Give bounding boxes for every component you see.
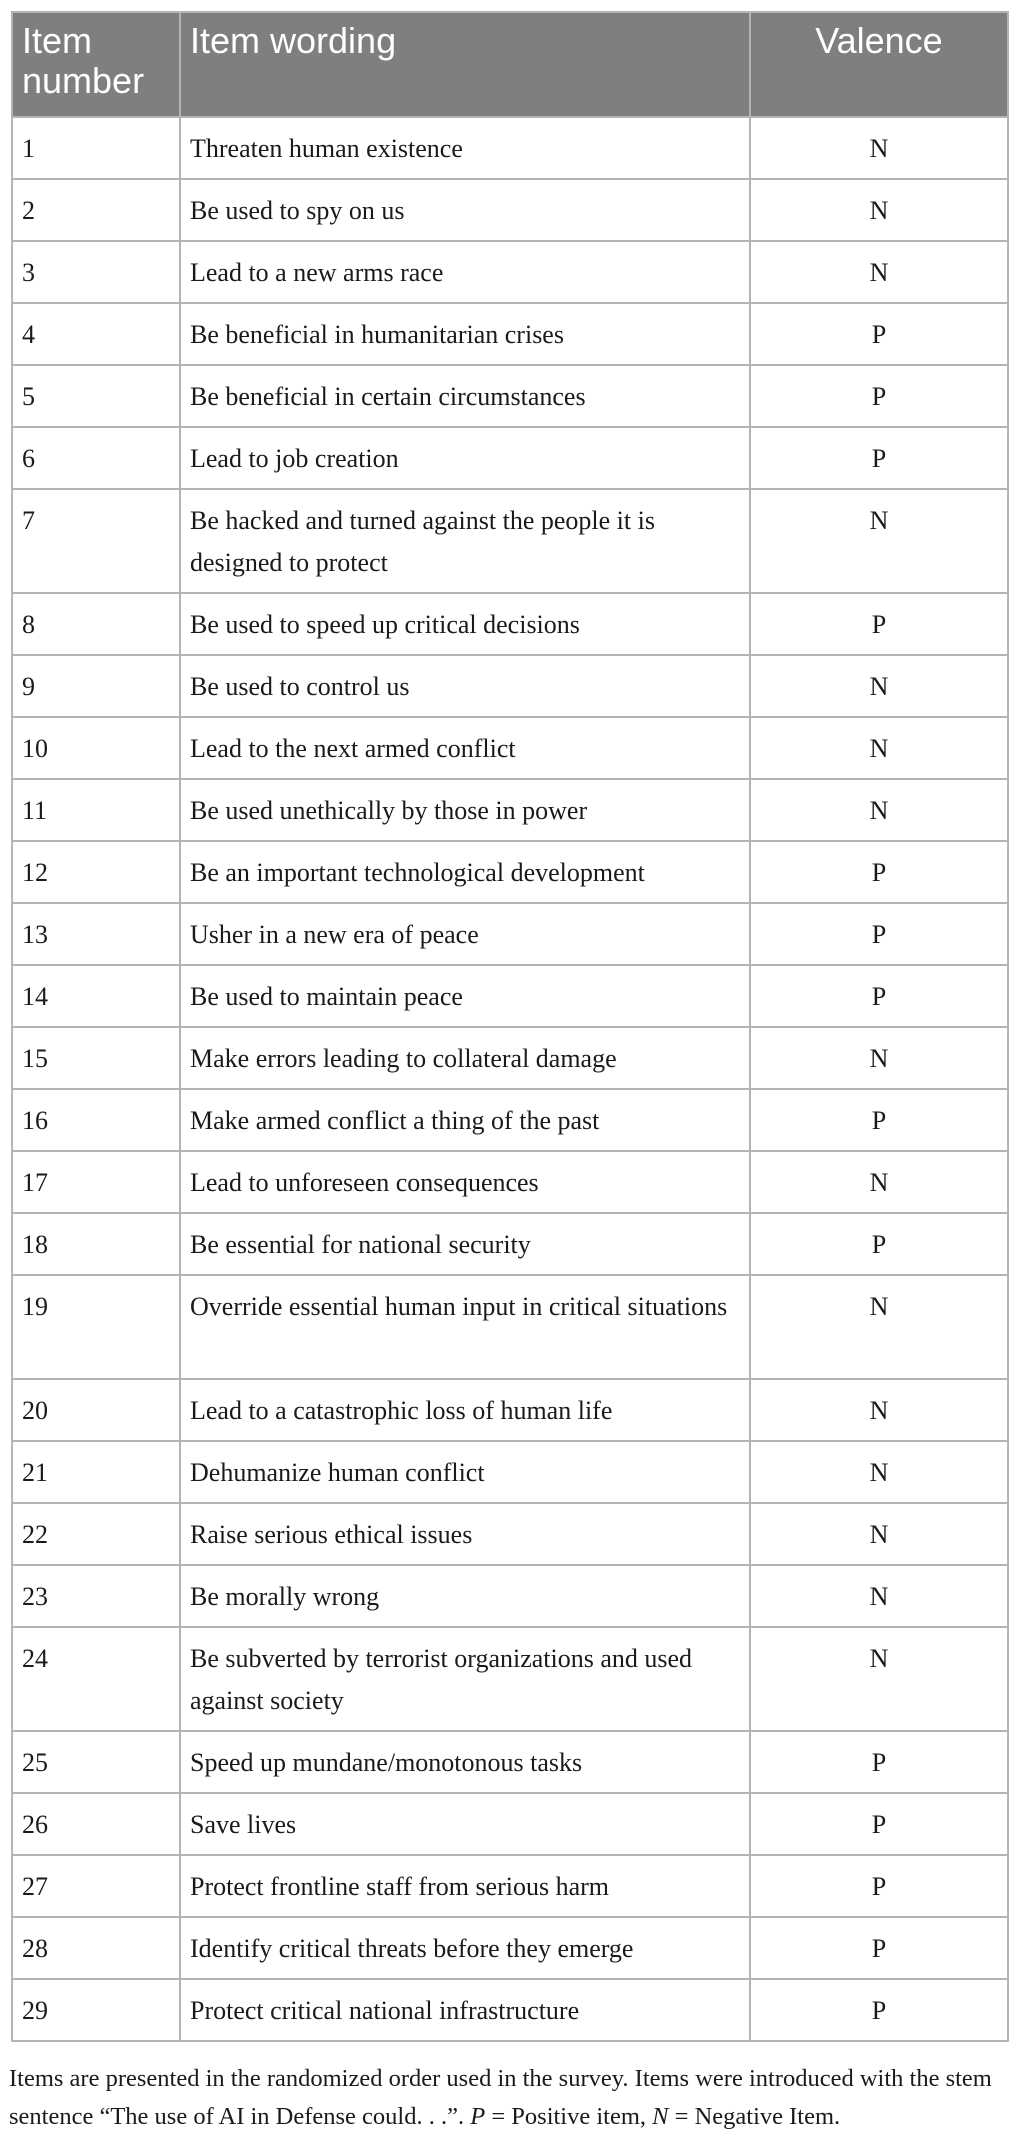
item-wording-cell: Dehumanize human conflict (180, 1441, 750, 1503)
valence-cell: P (750, 1731, 1008, 1793)
footnote-p-symbol: P (470, 2103, 486, 2130)
valence-cell: N (750, 489, 1008, 593)
item-wording-cell: Lead to the next armed conflict (180, 717, 750, 779)
valence-cell: N (750, 1627, 1008, 1731)
item-number-cell: 4 (12, 303, 180, 365)
item-number-cell: 9 (12, 655, 180, 717)
item-number-cell: 21 (12, 1441, 180, 1503)
item-number-cell: 8 (12, 593, 180, 655)
table-row (12, 1627, 1008, 1731)
item-number-cell: 3 (12, 241, 180, 303)
table-row (12, 1503, 1008, 1565)
valence-cell: P (750, 1855, 1008, 1917)
table-row (12, 1379, 1008, 1441)
item-wording-cell: Usher in a new era of peace (180, 903, 750, 965)
table-footnote (9, 2060, 1009, 2136)
valence-cell: N (750, 1441, 1008, 1503)
valence-cell: P (750, 841, 1008, 903)
valence-cell: N (750, 1027, 1008, 1089)
table-row (12, 779, 1008, 841)
valence-cell: P (750, 365, 1008, 427)
item-wording-cell: Make errors leading to collateral damage (180, 1027, 750, 1089)
table-row (12, 965, 1008, 1027)
item-wording-cell: Lead to unforeseen consequences (180, 1151, 750, 1213)
item-wording-cell: Be beneficial in certain circumstances (180, 365, 750, 427)
table-row (12, 179, 1008, 241)
table-row (12, 117, 1008, 179)
item-number-cell: 27 (12, 1855, 180, 1917)
header-item-number (12, 12, 180, 117)
item-number-cell: 19 (12, 1275, 180, 1379)
item-wording-cell: Speed up mundane/monotonous tasks (180, 1731, 750, 1793)
valence-cell: P (750, 1089, 1008, 1151)
valence-cell: N (750, 1151, 1008, 1213)
item-number-cell: 16 (12, 1089, 180, 1151)
valence-cell: N (750, 241, 1008, 303)
item-number-cell: 20 (12, 1379, 180, 1441)
item-number-cell: 14 (12, 965, 180, 1027)
item-number-cell: 2 (12, 179, 180, 241)
item-wording-cell: Lead to a new arms race (180, 241, 750, 303)
item-wording-cell: Be used unethically by those in power (180, 779, 750, 841)
item-wording-cell: Lead to job creation (180, 427, 750, 489)
item-wording-cell: Be used to speed up critical decisions (180, 593, 750, 655)
valence-cell: N (750, 1379, 1008, 1441)
table-row (12, 365, 1008, 427)
table-row (12, 489, 1008, 593)
item-number-cell: 7 (12, 489, 180, 593)
valence-cell: P (750, 1917, 1008, 1979)
item-number-cell: 24 (12, 1627, 180, 1731)
valence-cell: P (750, 593, 1008, 655)
item-wording-cell: Be beneficial in humanitarian crises (180, 303, 750, 365)
valence-cell: N (750, 179, 1008, 241)
valence-cell: P (750, 1979, 1008, 2041)
item-wording-cell: Override essential human input in critical situations (180, 1275, 750, 1379)
item-number-cell: 25 (12, 1731, 180, 1793)
valence-cell: P (750, 303, 1008, 365)
table-row (12, 1917, 1008, 1979)
header-item-number-line2: number (22, 60, 145, 101)
item-number-cell: 29 (12, 1979, 180, 2041)
valence-cell: P (750, 427, 1008, 489)
item-number-cell: 11 (12, 779, 180, 841)
footnote-text-2: = Positive item, (485, 2103, 653, 2130)
table-row (12, 1441, 1008, 1503)
table-row (12, 303, 1008, 365)
table-header (12, 12, 1008, 117)
item-number-cell: 12 (12, 841, 180, 903)
header-item-number-line1: Item (22, 20, 93, 61)
item-wording-cell: Be used to maintain peace (180, 965, 750, 1027)
item-wording-cell: Be used to control us (180, 655, 750, 717)
item-number-cell: 28 (12, 1917, 180, 1979)
item-wording-cell: Make armed conflict a thing of the past (180, 1089, 750, 1151)
valence-cell: P (750, 965, 1008, 1027)
table-row (12, 903, 1008, 965)
item-wording-cell: Be used to spy on us (180, 179, 750, 241)
valence-cell: N (750, 717, 1008, 779)
footnote-text-1: Items are presented in the randomized order used in the survey. Items were introduced with the stem sentence “The use of AI in Defense could. . .”. (9, 2065, 992, 2130)
valence-cell: N (750, 117, 1008, 179)
header-valence: Valence (750, 12, 1008, 117)
table-row (12, 1731, 1008, 1793)
table-row (12, 1027, 1008, 1089)
valence-cell: P (750, 1213, 1008, 1275)
item-wording-cell: Be subverted by terrorist organizations and used against society (180, 1627, 750, 1731)
table-row (12, 1979, 1008, 2041)
table-row (12, 241, 1008, 303)
item-wording-cell: Protect frontline staff from serious harm (180, 1855, 750, 1917)
table-row (12, 1213, 1008, 1275)
item-wording-cell: Threaten human existence (180, 117, 750, 179)
table-row (12, 1565, 1008, 1627)
item-wording-cell: Raise serious ethical issues (180, 1503, 750, 1565)
item-number-cell: 15 (12, 1027, 180, 1089)
item-number-cell: 17 (12, 1151, 180, 1213)
footnote-n-symbol: N (652, 2103, 669, 2130)
table-row (12, 1793, 1008, 1855)
item-wording-cell: Identify critical threats before they emerge (180, 1917, 750, 1979)
valence-cell: P (750, 903, 1008, 965)
valence-cell: P (750, 1793, 1008, 1855)
item-wording-cell: Be hacked and turned against the people it is designed to protect (180, 489, 750, 593)
table-row (12, 1089, 1008, 1151)
item-wording-cell: Lead to a catastrophic loss of human life (180, 1379, 750, 1441)
valence-cell: N (750, 779, 1008, 841)
table-row (12, 717, 1008, 779)
item-wording-cell: Protect critical national infrastructure (180, 1979, 750, 2041)
table-body (12, 117, 1008, 2041)
item-wording-cell: Be an important technological development (180, 841, 750, 903)
valence-cell: N (750, 1565, 1008, 1627)
item-number-cell: 5 (12, 365, 180, 427)
item-wording-cell: Save lives (180, 1793, 750, 1855)
table-row (12, 1855, 1008, 1917)
header-item-wording: Item wording (180, 12, 750, 117)
table-row (12, 1151, 1008, 1213)
valence-cell: N (750, 1503, 1008, 1565)
item-wording-cell: Be morally wrong (180, 1565, 750, 1627)
item-number-cell: 1 (12, 117, 180, 179)
item-number-cell: 13 (12, 903, 180, 965)
valence-cell: N (750, 655, 1008, 717)
table-row (12, 841, 1008, 903)
item-number-cell: 22 (12, 1503, 180, 1565)
item-number-cell: 18 (12, 1213, 180, 1275)
item-wording-cell: Be essential for national security (180, 1213, 750, 1275)
footnote-text-3: = Negative Item. (668, 2103, 841, 2130)
item-number-cell: 10 (12, 717, 180, 779)
table-row (12, 1275, 1008, 1379)
table-row (12, 427, 1008, 489)
valence-cell: N (750, 1275, 1008, 1379)
header-row (12, 12, 1008, 117)
item-number-cell: 6 (12, 427, 180, 489)
table-row (12, 655, 1008, 717)
table-row (12, 593, 1008, 655)
items-table (11, 11, 1009, 2042)
item-number-cell: 26 (12, 1793, 180, 1855)
item-number-cell: 23 (12, 1565, 180, 1627)
